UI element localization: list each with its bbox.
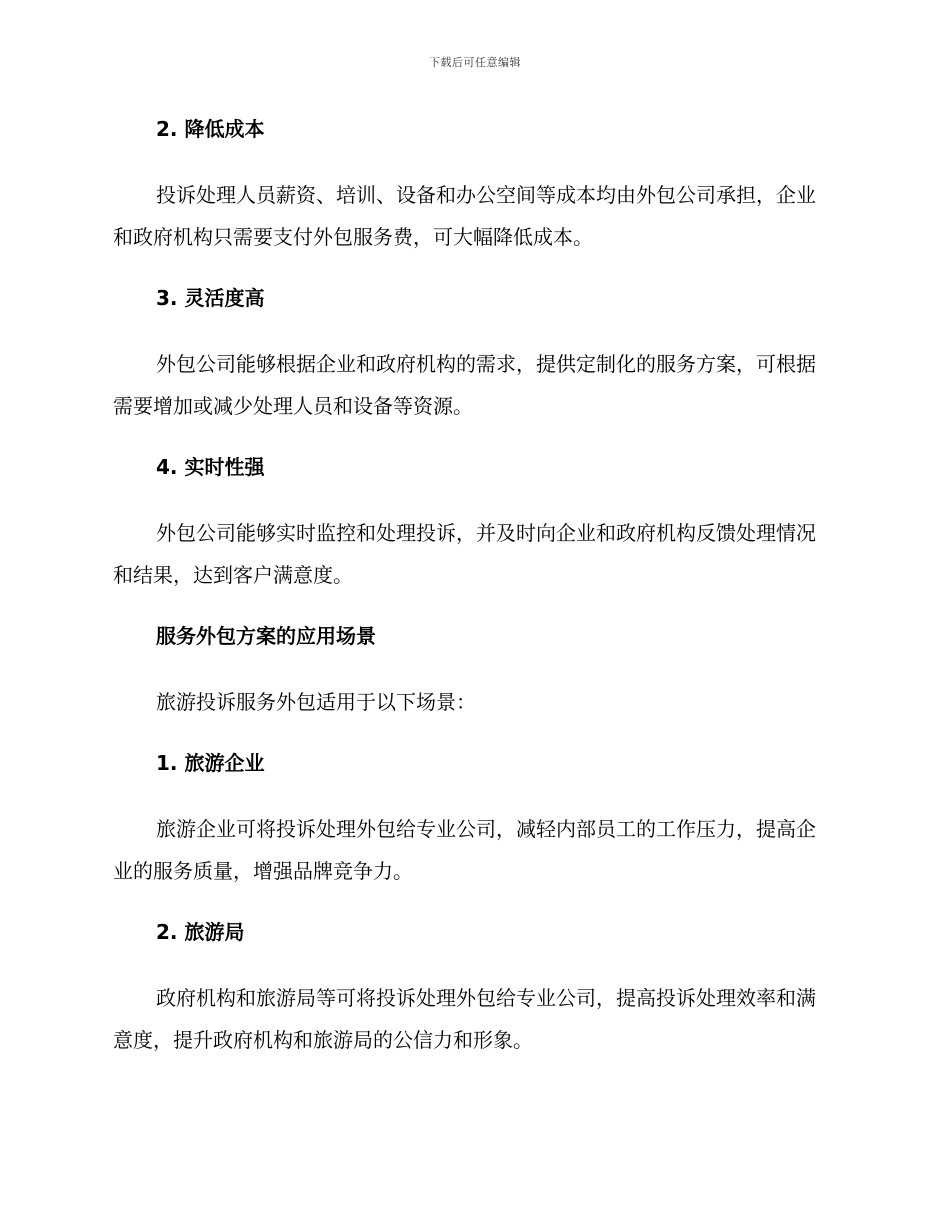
paragraph-tourism-bureau: 政府机构和旅游局等可将投诉处理外包给专业公司，提高投诉处理效率和满意度，提升政府机构和旅游局的公信力和形象。 [113, 986, 816, 1052]
paragraph-travel-enterprise: 旅游企业可将投诉处理外包给专业公司，减轻内部员工的工作压力，提高企业的服务质量，增强品牌竞争力。 [113, 817, 816, 883]
page-header-note: 下载后可任意编辑 [429, 56, 521, 69]
section-heading-cost: 2. 降低成本 [156, 117, 265, 141]
section-heading-travel-enterprise: 1. 旅游企业 [156, 751, 265, 775]
paragraph-flexibility: 外包公司能够根据企业和政府机构的需求，提供定制化的服务方案，可根据需要增加或减少处理人员和设备等资源。 [113, 352, 816, 418]
section-heading-realtime: 4. 实时性强 [156, 455, 265, 479]
section-heading-tourism-bureau: 2. 旅游局 [156, 920, 245, 944]
section-heading-scenarios: 服务外包方案的应用场景 [156, 624, 376, 648]
document-body [113, 114, 833, 1086]
paragraph-cost: 投诉处理人员薪资、培训、设备和办公空间等成本均由外包公司承担，企业和政府机构只需要支付外包服务费，可大幅降低成本。 [113, 183, 816, 249]
paragraph-scenarios-intro: 旅游投诉服务外包适用于以下场景： [156, 690, 476, 714]
section-heading-flexibility: 3. 灵活度高 [156, 286, 265, 310]
paragraph-realtime: 外包公司能够实时监控和处理投诉，并及时向企业和政府机构反馈处理情况和结果，达到客户满意度。 [113, 521, 816, 587]
